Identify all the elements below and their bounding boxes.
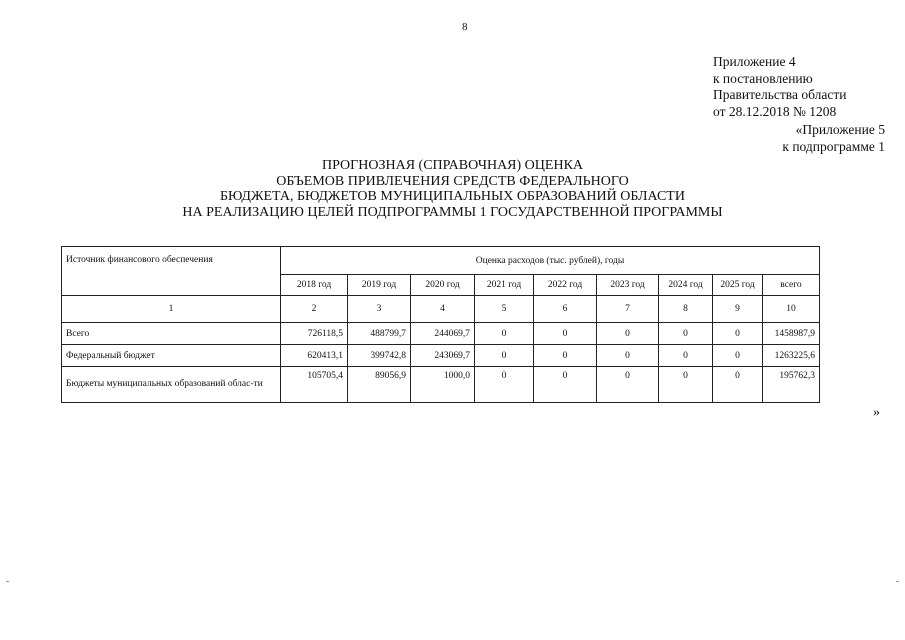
value-cell: 89056,9 [348,367,411,403]
value-cell: 1000,0 [411,367,475,403]
value-cell: 0 [713,345,763,367]
value-cell: 0 [713,367,763,403]
page-number: 8 [462,21,468,33]
year-header-cell: 2018 год [281,275,348,296]
title-line: ОБЪЕМОВ ПРИВЛЕЧЕНИЯ СРЕДСТВ ФЕДЕРАЛЬНОГО [276,173,629,189]
value-cell: 0 [534,323,597,345]
title-line: НА РЕАЛИЗАЦИЮ ЦЕЛЕЙ ПОДПРОГРАММЫ 1 ГОСУДАРСТВЕННОЙ ПРОГРАММЫ [182,204,723,220]
value-cell: 726118,5 [281,323,348,345]
closing-quote: » [873,405,880,420]
appendix-line: Приложение 4 [713,54,796,69]
column-number-cell: 7 [597,296,659,323]
value-cell: 0 [597,345,659,367]
column-number-cell: 8 [659,296,713,323]
value-cell: 244069,7 [411,323,475,345]
value-cell: 0 [475,367,534,403]
value-cell: 0 [597,323,659,345]
appendix-line: Правительства области [713,87,847,102]
year-header-cell: 2022 год [534,275,597,296]
column-number-cell: 1 [62,296,281,323]
column-number-cell: 6 [534,296,597,323]
appendix-line: от 28.12.2018 № 1208 [713,103,837,119]
appendix-ref-line: «Приложение 5 [795,122,885,137]
value-cell: 1458987,9 [763,323,820,345]
value-cell: 620413,1 [281,345,348,367]
column-number-cell: 3 [348,296,411,323]
title-line: ПРОГНОЗНАЯ (СПРАВОЧНАЯ) ОЦЕНКА [321,158,584,173]
value-cell: 0 [475,323,534,345]
table-row-municipal [62,367,820,403]
value-cell: 1263225,6 [763,345,820,367]
title-line: БЮДЖЕТА, БЮДЖЕТОВ МУНИЦИПАЛЬНЫХ ОБРАЗОВАНИЙ ОБЛАСТИ [220,189,685,204]
value-cell: 0 [659,345,713,367]
appendix-reference [782,122,885,155]
value-cell: 399742,8 [348,345,411,367]
column-number-row [62,296,820,323]
table-row-total [62,323,820,345]
year-header-cell: 2019 год [348,275,411,296]
column-number-cell: 10 [763,296,820,323]
value-cell: 0 [659,323,713,345]
table-row-federal [62,345,820,367]
value-cell: 0 [475,345,534,367]
value-cell: 0 [597,367,659,403]
row-label: Всего [62,323,281,345]
appendix-line: к постановлению [713,70,813,86]
value-cell: 105705,4 [281,367,348,403]
document-title [0,158,905,220]
value-cell: 0 [534,345,597,367]
scan-edge-mark [6,581,9,582]
row-label: Бюджеты муниципальных образований облас-ти [62,367,281,403]
column-number-cell: 5 [475,296,534,323]
source-header-cell: Источник финансового обеспечения [62,247,281,296]
value-cell: 0 [534,367,597,403]
value-cell: 0 [713,323,763,345]
total-header-cell: всего [763,275,820,296]
value-cell: 195762,3 [763,367,820,403]
year-header-cell: 2025 год [713,275,763,296]
row-label: Федеральный бюджет [62,345,281,367]
header-row [62,247,820,275]
value-cell: 488799,7 [348,323,411,345]
appendix-ref-line: к подпрограмме 1 [782,138,885,154]
value-cell: 243069,7 [411,345,475,367]
value-cell: 0 [659,367,713,403]
year-header-cell: 2020 год [411,275,475,296]
estimate-header-cell: Оценка расходов (тыс. рублей), годы [281,247,820,275]
scan-edge-mark [896,581,899,582]
year-header-cell: 2021 год [475,275,534,296]
year-header-cell: 2024 год [659,275,713,296]
column-number-cell: 4 [411,296,475,323]
column-number-cell: 2 [281,296,348,323]
column-number-cell: 9 [713,296,763,323]
year-header-cell: 2023 год [597,275,659,296]
budget-table [61,246,820,403]
appendix-note [713,54,846,120]
